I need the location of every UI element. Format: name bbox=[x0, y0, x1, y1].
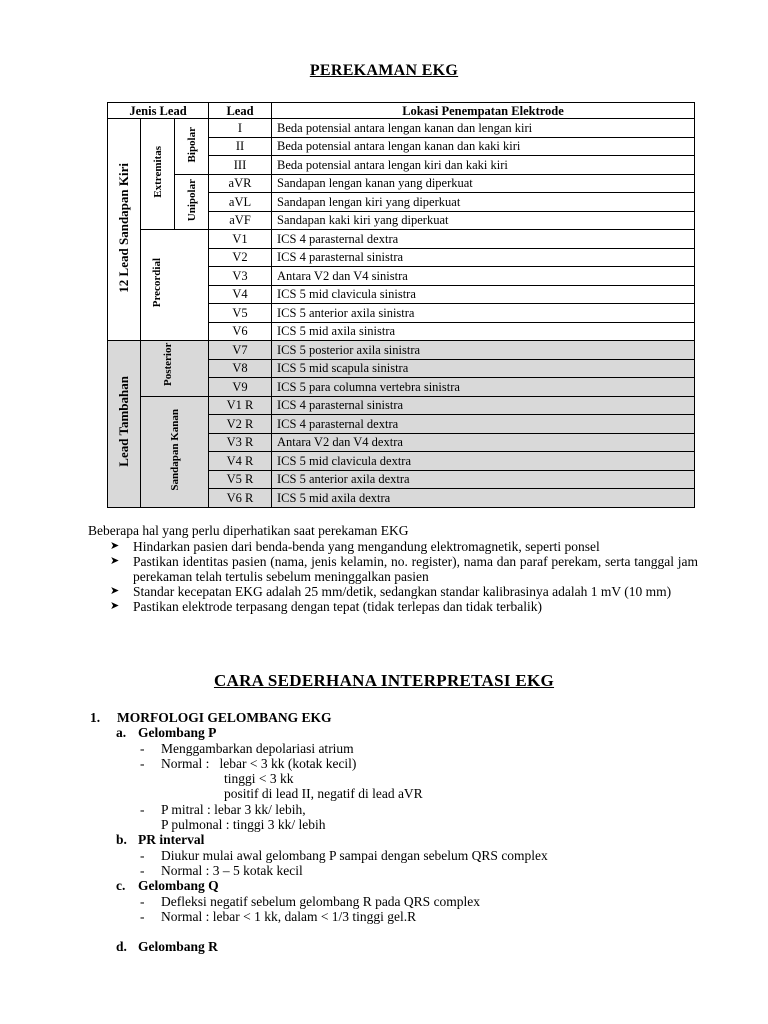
lead-cell: III bbox=[209, 156, 272, 175]
list-item: ➤ Standar kecepatan EKG adalah 25 mm/detik, sedangkan standar kalibrasinya adalah 1 mV (10 mm) bbox=[110, 584, 672, 599]
list-item-cont: tinggi < 3 kk bbox=[224, 771, 294, 787]
group-extremitas: Extremitas bbox=[141, 119, 175, 230]
header-lead: Lead bbox=[209, 103, 272, 119]
location-cell: Beda potensial antara lengan kanan dan kaki kiri bbox=[272, 137, 695, 156]
group-precordial: Precordial bbox=[141, 230, 209, 341]
location-cell: ICS 5 posterior axila sinistra bbox=[272, 341, 695, 360]
table-row bbox=[108, 341, 695, 360]
lead-cell: V5 R bbox=[209, 470, 272, 489]
interpretation-section bbox=[90, 710, 710, 954]
group-lead-tambahan: Lead Tambahan bbox=[108, 341, 141, 508]
lead-cell: V6 R bbox=[209, 489, 272, 508]
location-cell: ICS 4 parasternal dextra bbox=[272, 230, 695, 249]
list-item: - P mitral : lebar 3 kk/ lebih, bbox=[140, 801, 306, 817]
location-cell: ICS 5 mid scapula sinistra bbox=[272, 359, 695, 378]
location-cell: Beda potensial antara lengan kanan dan lengan kiri bbox=[272, 119, 695, 138]
subheading-pr-interval: b. PR interval bbox=[116, 832, 205, 848]
arrow-bullet-icon: ➤ bbox=[110, 540, 120, 552]
heading-morfologi: 1. MORFOLOGI GELOMBANG EKG bbox=[90, 710, 332, 725]
lead-cell: V8 bbox=[209, 359, 272, 378]
lead-cell: V5 bbox=[209, 304, 272, 323]
lead-cell: aVF bbox=[209, 211, 272, 230]
location-cell: ICS 5 mid axila dextra bbox=[272, 489, 695, 508]
spacer bbox=[90, 924, 710, 939]
list-item: - Menggambarkan depolariasi atrium bbox=[140, 740, 354, 756]
group-bipolar: Bipolar bbox=[175, 119, 209, 175]
notes-section bbox=[88, 523, 698, 614]
location-cell: Sandapan lengan kiri yang diperkuat bbox=[272, 193, 695, 212]
page-title: PEREKAMAN EKG bbox=[309, 62, 459, 79]
list-item: - Defleksi negatif sebelum gelombang R pada QRS complex bbox=[140, 893, 481, 909]
lead-cell: I bbox=[209, 119, 272, 138]
subheading-gelombang-p: a. Gelombang P bbox=[116, 725, 217, 741]
list-item: - Normal : lebar < 3 kk (kotak kecil) bbox=[140, 755, 357, 771]
lead-cell: V4 bbox=[209, 285, 272, 304]
list-item: ➤ Pastikan identitas pasien (nama, jenis kelamin, no. register), nama dan paraf perekam, serta tanggal jam perekaman telah tertulis sebelum meninggalkan pasien bbox=[110, 554, 698, 584]
lead-cell: V2 R bbox=[209, 415, 272, 434]
list-item-cont: positif di lead II, negatif di lead aVR bbox=[224, 786, 423, 802]
header-lokasi: Lokasi Penempatan Elektrode bbox=[272, 103, 695, 119]
list-item: ➤ Hindarkan pasien dari benda-benda yang mengandung elektromagnetik, seperti ponsel bbox=[110, 539, 600, 554]
subheading-gelombang-q: c. Gelombang Q bbox=[116, 878, 219, 894]
table-row bbox=[108, 230, 695, 249]
lead-cell: aVR bbox=[209, 174, 272, 193]
table-header bbox=[108, 103, 695, 119]
location-cell: ICS 4 parasternal sinistra bbox=[272, 248, 695, 267]
table-row bbox=[108, 396, 695, 415]
location-cell: Beda potensial antara lengan kiri dan kaki kiri bbox=[272, 156, 695, 175]
arrow-bullet-icon: ➤ bbox=[110, 600, 120, 612]
lead-table bbox=[107, 102, 695, 508]
lead-cell: V6 bbox=[209, 322, 272, 341]
lead-cell: V4 R bbox=[209, 452, 272, 471]
location-cell: ICS 5 mid clavicula dextra bbox=[272, 452, 695, 471]
lead-cell: V3 R bbox=[209, 433, 272, 452]
list-item: ➤ Pastikan elektrode terpasang dengan tepat (tidak terlepas dan tidak terbalik) bbox=[110, 599, 542, 614]
location-cell: ICS 5 anterior axila sinistra bbox=[272, 304, 695, 323]
lead-cell: V1 R bbox=[209, 396, 272, 415]
location-cell: ICS 4 parasternal dextra bbox=[272, 415, 695, 434]
location-cell: ICS 4 parasternal sinistra bbox=[272, 396, 695, 415]
lead-cell: V3 bbox=[209, 267, 272, 286]
location-cell: Antara V2 dan V4 dextra bbox=[272, 433, 695, 452]
location-cell: ICS 5 mid clavicula sinistra bbox=[272, 285, 695, 304]
notes-intro: Beberapa hal yang perlu diperhatikan saat perekaman EKG bbox=[88, 523, 409, 538]
header-jenis-lead: Jenis Lead bbox=[108, 103, 209, 119]
arrow-bullet-icon: ➤ bbox=[110, 585, 120, 597]
list-item: - Normal : 3 – 5 kotak kecil bbox=[140, 862, 303, 878]
group-posterior: Posterior bbox=[141, 341, 209, 397]
lead-cell: II bbox=[209, 137, 272, 156]
subheading-gelombang-r: d. Gelombang R bbox=[116, 939, 218, 955]
group-unipolar: Unipolar bbox=[175, 174, 209, 230]
lead-cell: V2 bbox=[209, 248, 272, 267]
location-cell: ICS 5 anterior axila dextra bbox=[272, 470, 695, 489]
list-item-cont: P pulmonal : tinggi 3 kk/ lebih bbox=[161, 817, 326, 833]
group-12-lead: 12 Lead Sandapan Kiri bbox=[108, 119, 141, 341]
lead-cell: aVL bbox=[209, 193, 272, 212]
section-title: CARA SEDERHANA INTERPRETASI EKG bbox=[213, 671, 555, 690]
location-cell: Antara V2 dan V4 sinistra bbox=[272, 267, 695, 286]
lead-cell: V7 bbox=[209, 341, 272, 360]
list-item: - Diukur mulai awal gelombang P sampai dengan sebelum QRS complex bbox=[140, 847, 548, 863]
location-cell: Sandapan lengan kanan yang diperkuat bbox=[272, 174, 695, 193]
list-item: - Normal : lebar < 1 kk, dalam < 1/3 tinggi gel.R bbox=[140, 908, 417, 924]
table-row bbox=[108, 119, 695, 138]
group-sandapan-kanan: Sandapan Kanan bbox=[141, 396, 209, 507]
table-row bbox=[108, 174, 695, 193]
lead-cell: V1 bbox=[209, 230, 272, 249]
arrow-bullet-icon: ➤ bbox=[110, 555, 120, 567]
notes-list bbox=[88, 539, 698, 614]
location-cell: ICS 5 mid axila sinistra bbox=[272, 322, 695, 341]
location-cell: ICS 5 para columna vertebra sinistra bbox=[272, 378, 695, 397]
lead-cell: V9 bbox=[209, 378, 272, 397]
location-cell: Sandapan kaki kiri yang diperkuat bbox=[272, 211, 695, 230]
